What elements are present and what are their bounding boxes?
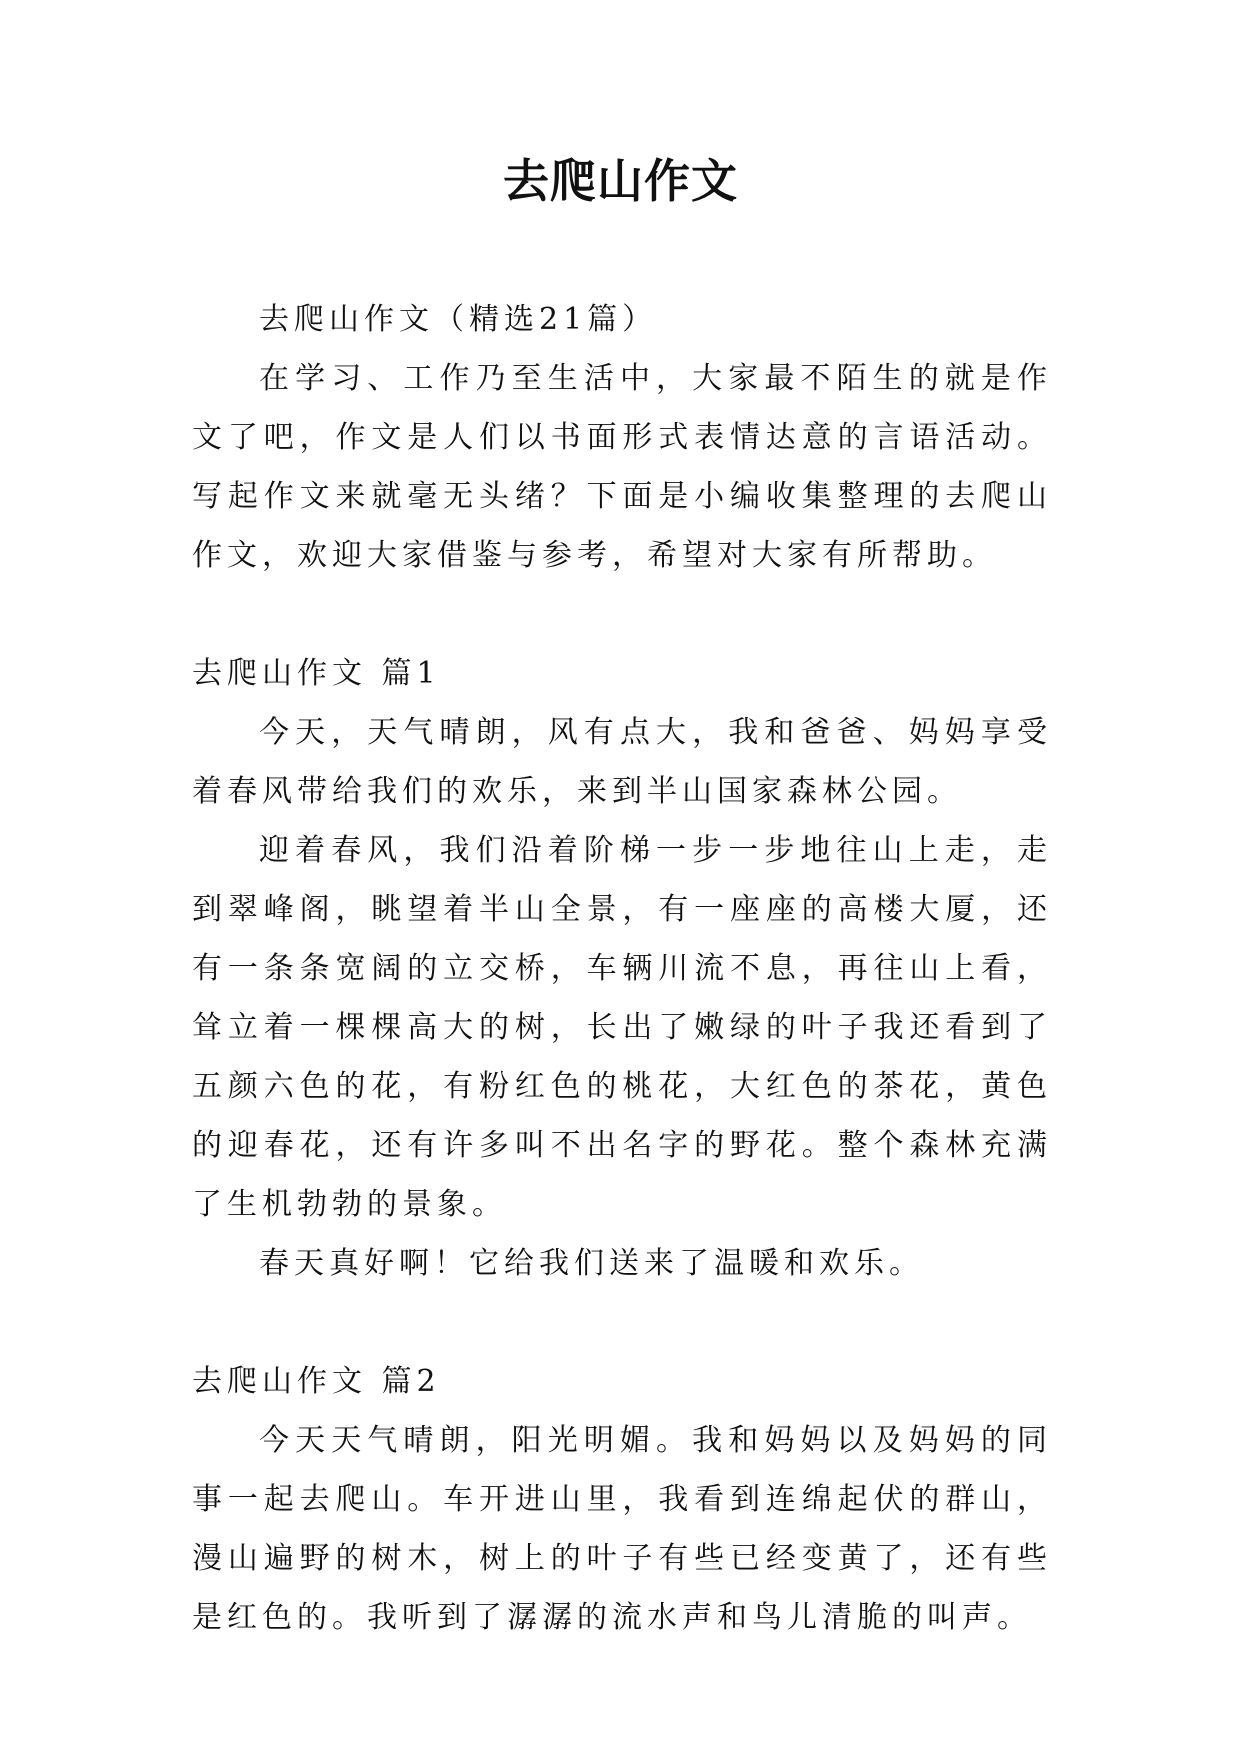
document-title: 去爬山作文	[503, 154, 738, 208]
section-heading-2: 去爬山作文 篇2	[192, 1364, 441, 1399]
section-1-paragraph-2: 迎着春风，我们沿着阶梯一步一步地往山上走，走到翠峰阁，眺望着半山全景，有一座座的高楼大厦，还有一条条宽阔的立交桥，车辆川流不息，再往山上看，耸立着一棵棵高大的树，长出了嫩绿的叶子我还看到了五颜六色的花，有粉红色的桃花，大红色的茶花，黄色的迎春花，还有许多叫不出名字的野花。整个森林充满了生机勃勃的景象。	[192, 833, 1052, 1222]
section-2-paragraph-1: 今天天气晴朗，阳光明媚。我和妈妈以及妈妈的同事一起去爬山。车开进山里，我看到连绵起伏的群山，漫山遍野的树木，树上的叶子有些已经变黄了，还有些是红色的。我听到了潺潺的流水声和鸟儿清脆的叫声。	[192, 1423, 1052, 1635]
intro-heading: 去爬山作文（精选21篇）	[259, 302, 658, 337]
section-1-paragraph-3: 春天真好啊！它给我们送来了温暖和欢乐。	[259, 1246, 924, 1281]
intro-paragraph: 在学习、工作乃至生活中，大家最不陌生的就是作文了吧，作文是人们以书面形式表情达意的言语活动。写起作文来就毫无头绪？下面是小编收集整理的去爬山作文，欢迎大家借鉴与参考，希望对大家有所帮助。	[192, 361, 1052, 573]
document-body	[192, 290, 1052, 1647]
section-heading-1: 去爬山作文 篇1	[192, 656, 441, 691]
section-1-paragraph-1: 今天，天气晴朗，风有点大，我和爸爸、妈妈享受着春风带给我们的欢乐，来到半山国家森林公园。	[192, 715, 1052, 809]
